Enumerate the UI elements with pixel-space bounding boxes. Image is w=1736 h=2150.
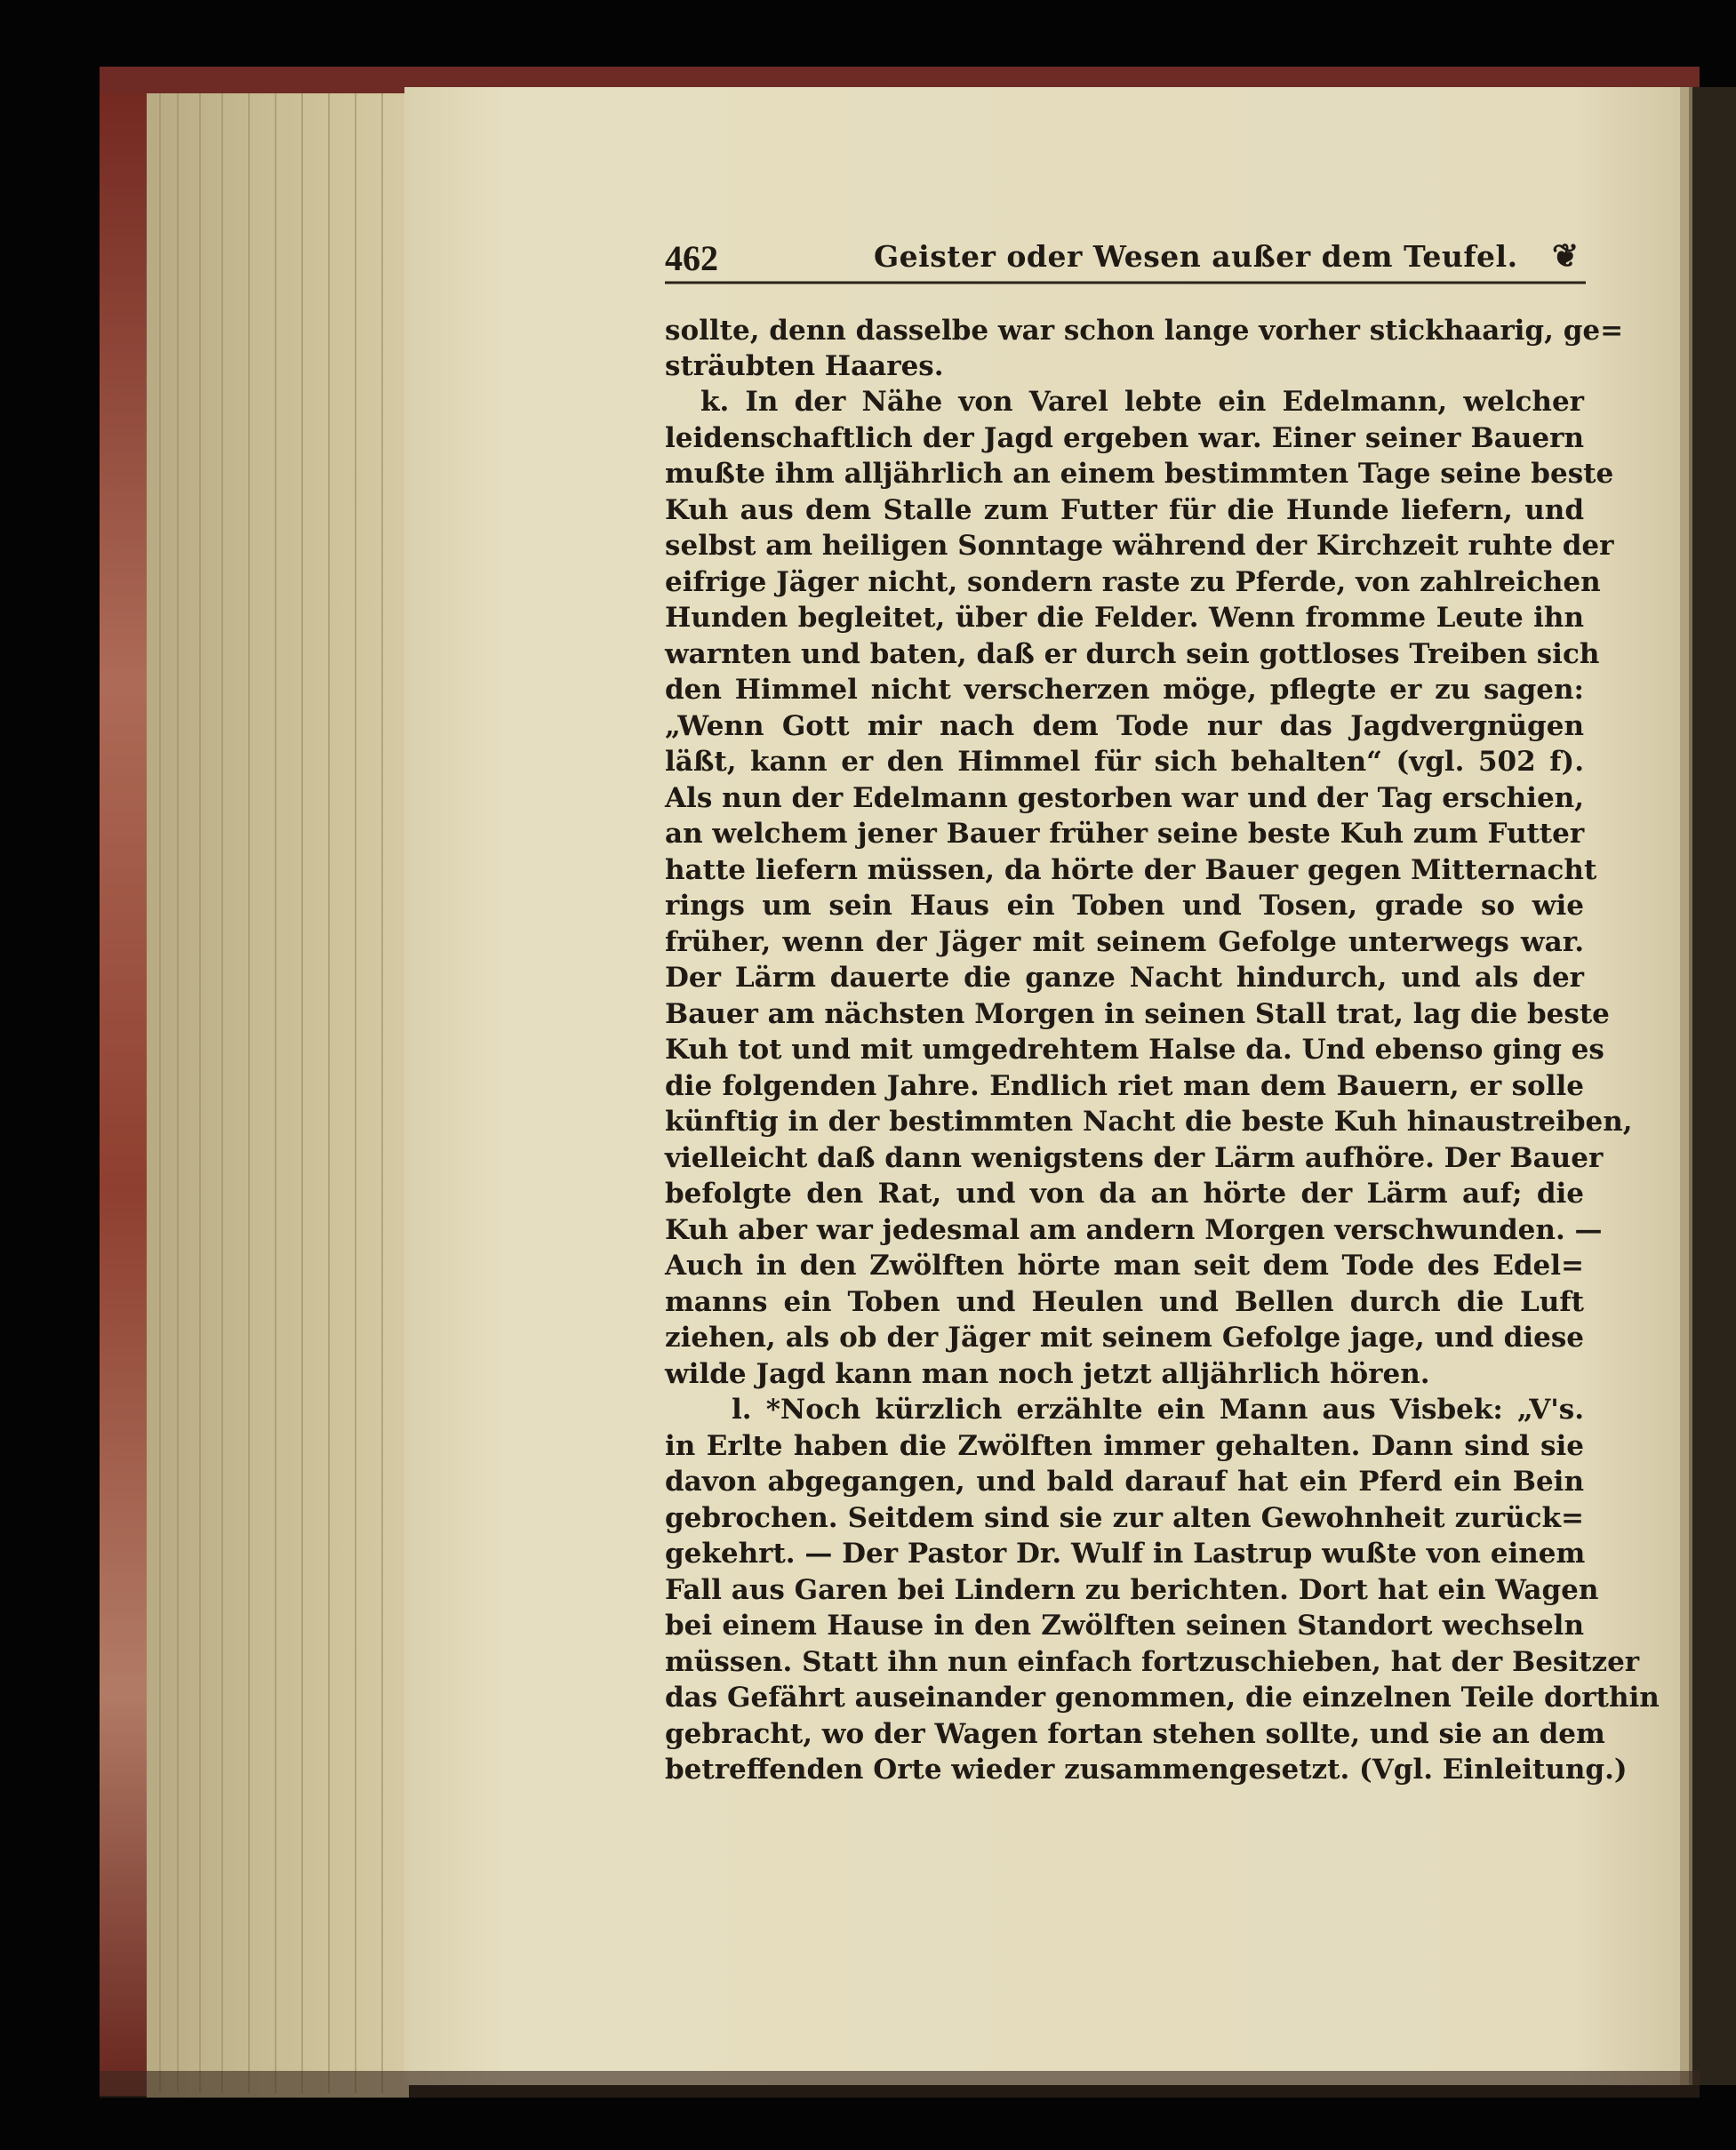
text-line: früher, wenn der Jäger mit seinem Gefolge unterwegs war.	[665, 926, 1584, 958]
text-line: ziehen, als ob der Jäger mit seinem Gefolge jage, und diese	[665, 1322, 1584, 1354]
page-text	[665, 237, 1660, 1831]
text-line: müssen. Statt ihn nun einfach fortzuschieben, hat der Besitzer	[665, 1646, 1640, 1678]
text-line: wilde Jagd kann man noch jetzt alljährlich hören.	[665, 1358, 1430, 1390]
text-line: gebrochen. Seitdem sind sie zur alten Gewohnheit zurück=	[665, 1502, 1584, 1534]
text-line: die folgenden Jahre. Endlich riet man dem Bauern, er solle	[665, 1070, 1584, 1102]
text-line: gebracht, wo der Wagen fortan stehen sollte, und sie an dem	[665, 1718, 1605, 1750]
text-line: Als nun der Edelmann gestorben war und der Tag erschien,	[665, 782, 1584, 814]
text-line: Fall aus Garen bei Lindern zu berichten. Dort hat ein Wagen	[665, 1574, 1599, 1606]
text-line: Der Lärm dauerte die ganze Nacht hindurch, und als der	[665, 962, 1584, 994]
text-line: k. In der Nähe von Varel lebte ein Edelmann, welcher	[700, 386, 1584, 418]
text-line: gekehrt. — Der Pastor Dr. Wulf in Lastrup wußte von einem	[665, 1538, 1586, 1570]
text-line: Auch in den Zwölften hörte man seit dem Tode des Edel=	[665, 1250, 1584, 1282]
text-line: das Gefährt auseinander genommen, die einzelnen Teile dorthin	[665, 1682, 1660, 1714]
text-line: leidenschaftlich der Jagd ergeben war. Einer seiner Bauern	[665, 422, 1584, 454]
text-line: Kuh tot und mit umgedrehtem Halse da. Und ebenso ging es	[665, 1034, 1604, 1066]
text-line: hatte liefern müssen, da hörte der Bauer gegen Mitternacht	[665, 854, 1597, 886]
text-line: rings um sein Haus ein Toben und Tosen, grade so wie	[665, 890, 1584, 922]
page-stack-edges	[147, 82, 409, 2098]
text-line: sträubten Haares.	[665, 350, 944, 382]
text-line: sollte, denn dasselbe war schon lange vorher stickhaarig, ge=	[665, 315, 1624, 347]
page-number: 462	[665, 238, 718, 278]
gutter-shadow	[1689, 87, 1736, 2085]
text-line: betreffenden Orte wieder zusammengesetzt. (Vgl. Einleitung.)	[665, 1754, 1628, 1786]
text-line: in Erlte haben die Zwölften immer gehalten. Dann sind sie	[665, 1430, 1584, 1462]
text-line: den Himmel nicht verscherzen möge, pflegte er zu sagen:	[665, 674, 1584, 706]
text-line: Bauer am nächsten Morgen in seinen Stall trat, lag die beste	[665, 998, 1610, 1030]
text-line: mußte ihm alljährlich an einem bestimmten Tage seine beste	[665, 458, 1614, 490]
text-line: manns ein Toben und Heulen und Bellen durch die Luft	[665, 1286, 1584, 1318]
running-title: Geister oder Wesen außer dem Teufel.	[874, 239, 1518, 274]
text-line: Kuh aber war jedesmal am andern Morgen verschwunden. —	[665, 1214, 1603, 1246]
text-line: läßt, kann er den Himmel für sich behalten“ (vgl. 502 f).	[665, 746, 1584, 778]
text-line: l. *Noch kürzlich erzählte ein Mann aus Visbek: „V's.	[732, 1394, 1584, 1426]
text-line: „Wenn Gott mir nach dem Tode nur das Jagdvergnügen	[665, 710, 1584, 742]
corner-mark-icon: ❦	[1552, 237, 1580, 275]
text-line: befolgte den Rat, und von da an hörte der Lärm auf; die	[665, 1178, 1584, 1210]
text-line: davon abgegangen, und bald darauf hat ein Pferd ein Bein	[665, 1466, 1584, 1498]
text-line: künftig in der bestimmten Nacht die beste Kuh hinaustreiben,	[665, 1106, 1633, 1138]
text-line: bei einem Hause in den Zwölften seinen Standort wechseln	[665, 1610, 1584, 1642]
text-line: warnten und baten, daß er durch sein gottloses Treiben sich	[665, 638, 1600, 670]
text-line: selbst am heiligen Sonntage während der Kirchzeit ruhte der	[665, 530, 1614, 562]
text-line: an welchem jener Bauer früher seine beste Kuh zum Futter	[665, 818, 1585, 850]
text-line: Hunden begleitet, über die Felder. Wenn fromme Leute ihn	[665, 602, 1584, 634]
text-line: Kuh aus dem Stalle zum Futter für die Hunde liefern, und	[665, 494, 1584, 526]
text-line: vielleicht daß dann wenigstens der Lärm aufhöre. Der Bauer	[665, 1142, 1604, 1174]
text-line: eifrige Jäger nicht, sondern raste zu Pferde, von zahlreichen	[665, 566, 1601, 598]
